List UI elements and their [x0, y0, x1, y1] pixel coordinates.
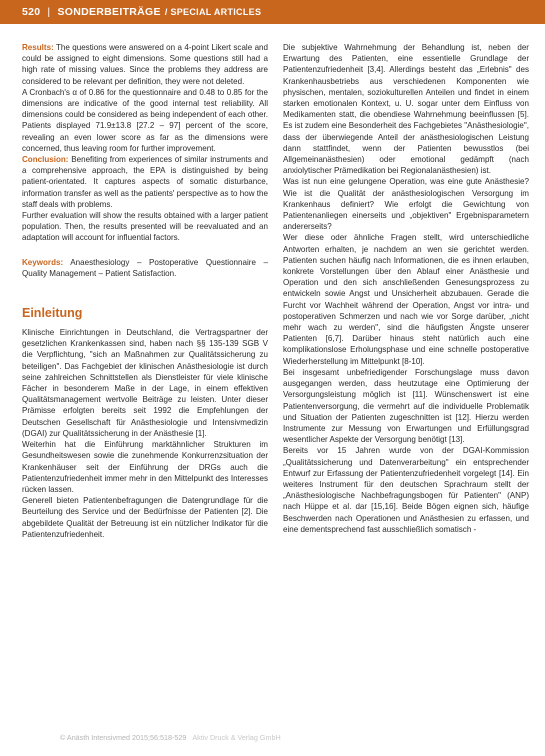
section-title: SONDERBEITRÄGE	[57, 6, 161, 18]
results-paragraph	[22, 42, 268, 87]
right-paragraph-5: Bereits vor 15 Jahren wurde von der DGAI-Kommission „Qualitätssicherung und Datenverarbeitung" ein entsprechender Entwurf zur Erfassung der Patientenzufriedenheit vorgelegt [14]. Ein weiteres Instrument für den deutschen Sprachraum stellt der „Anästhesiologische Nachbefragungsbogen für Patienten" (ANP) nach Hüppe et al. dar [15,16]. Beide Bögen eignen sich, häufige Beschwerden nach Operationen und Anästhesien zu erfassen, und eine dementsprechend fast ausschließlich somatisch -	[283, 446, 529, 534]
intro-paragraph-3: Generell bieten Patientenbefragungen die Datengrundlage für die Beurteilung des Service und der Bedürfnisse der Patienten [2]. Die abgebildete Qualität der Betreuung ist ein nützlicher Indikator für die Patientenzufriedenheit.	[22, 496, 268, 539]
keywords-text: Anaesthesiology – Postoperative Questionnaire – Quality Management – Patient Satisfaction.	[22, 257, 268, 278]
results-label: Results:	[22, 43, 54, 52]
conclusion-text: Benefiting from experiences of similar instruments and a comprehensive approach, the EPA is distinguished by being patient-orientated. It captures aspects of somatic disturbance, information transfer as well as the patients' perspective as to how the staff deals with problems.	[22, 155, 268, 209]
results-text: The questions were answered on a 4-point Likert scale and could be assigned to eight dimensions. Some questions still had a high rate of missing values. Since the problems they address are considered to be relevant per definition, they were not deleted.	[22, 43, 269, 86]
page-number: 520	[22, 6, 41, 18]
right-column	[283, 42, 529, 535]
right-paragraph-1: Die subjektive Wahrnehmung der Behandlung ist, neben der Erwartung des Patienten, eine essentielle Grundlage der Patientenzufriedenheit [3,4]. Allerdings besteht das „Erlebnis" des Krankenhausbetriebs aus verschiedenen Komponenten wie physischen, mentalen, soziokulturellen Anteilen und findet in einem starken emotionalen Kontext, u. U. sogar unter dem Einfluss von Medikamenten statt, die obendiese Wahrnehmung beeinflussen [5]. Es ist zudem eine Besonderheit des Fachgebietes "Anästhesiologie", dass der überwiegende Anteil der anästhesiologischen Leistung dann stattfindet, wenn der Patienten bewusstlos (bei Allgemeinanästhesien) oder emotional gedämpft (nach anxiolytischer Prämedikation bei Regionalanästhesien) ist.	[283, 43, 529, 176]
keywords-block	[22, 257, 268, 279]
left-column	[22, 42, 268, 540]
section-subtitle: / SPECIAL ARTICLES	[164, 7, 262, 17]
right-paragraph-3: Wer diese oder ähnliche Fragen stellt, wird unterschiedliche Antworten erhalten, je nachdem an wen sie gerichtet werden. Patienten suchen häufig nach Informationen, die es ihnen erlauben, konkrete Vorstellungen über den Ablauf einer Anästhesie und Operation und den sich anschließenden Genesungsprozess zu entwickeln sowie Angst und Unsicherheit abzubauen. Gerade die Furcht vor Wachheit während der Operation, Angst vor intra- und postoperativen Schmerzen und nach wie vor Sorge darüber, „nicht mehr wach zu werden", sind die häufigsten Ängste unserer Patienten [6,7]. Darüber hinaus steht natürlich auch eine komplikationslose Erholungsphase und eine schnelle postoperative Wiederherstellung im Mittelpunkt [8-10].	[283, 233, 529, 366]
intro-paragraph-1: Klinische Einrichtungen in Deutschland, die Vertragspartner der gesetzlichen Krankenkassen sind, haben nach §§ 135-139 SGB V die Verpflichtung, "sich an Maßnahmen zur Qualitätssicherung zu beteiligen". Das Fachgebiet der klinischen Anästhesiologie ist durch seine zahlreichen Schnittstellen als Dienstleister für viele klinische Fächer in besonderem Maße in der Lage, in einem effektiven Qualitätsmanagement wertvolle Beiträge zu leisten. Unter dieser Prämisse erfolgten bereits seit 1992 die Empfehlungen der Deutschen Gesellschaft für Anästhesiologie und Intensivmedizin (DGAI) zur Qualitätssicherung in der Anästhesie [1].	[22, 328, 268, 438]
page-footer	[60, 733, 480, 742]
right-paragraph-4: Bei insgesamt unbefriedigender Forschungslage muss davon ausgegangen werden, dass heutzutage eine Optimierung der Versorgungsleistung möglich ist [11]. Wünschenswert ist eine Patientenversorgung, die vermehrt auf die individuelle Problematik und Situation der Patienten zugeschnitten ist [12]. Hierzu werden Instrumente zur Messung von Erwartungen und Erfüllungsgrad wesentlicher Aspekte der Versorgung benötigt [13].	[283, 367, 529, 445]
header-separator: |	[47, 6, 51, 18]
intro-paragraph-2: Weiterhin hat die Einführung marktähnlicher Strukturen im Gesundheitswesen sowie die zunehmende Konkurrenzsituation der Krankenhäuser seit der Einführung der DRGs auch die Patientenzufriedenheit immer mehr in den Mittelpunkt des Interesses rücken lassen.	[22, 440, 268, 494]
section-heading-einleitung: Einleitung	[22, 306, 83, 321]
further-paragraph: Further evaluation will show the results obtained with a larger patient population. Then, the results presented will be reevaluated and an adaptation will account for influential factors.	[22, 211, 268, 243]
cronbach-paragraph: A Cronbach's α of 0.86 for the questionnaire and 0.48 to 0.85 for the dimensions are indicative of the good internal test reliability. All dimensions could be considered as being independent of each other. Patients displayed 71.9±13.8 [27.2 – 97] percent of the score, revealing an even lower score as far as the dimensions were concerned, thus leaving room for further improvement.	[22, 87, 268, 153]
conclusion-label: Conclusion:	[22, 155, 69, 165]
right-paragraph-2: Was ist nun eine gelungene Operation, was eine gute Anästhesie? Wie ist die Qualität der anästhesiologischen Versorgung im Krankenhaus definiert? Wie erfolgt die Gewichtung von Patientenanliegen einerseits und „objektiven" Ergebnisparametern andererseits?	[283, 177, 529, 232]
conclusion-paragraph	[22, 154, 268, 210]
footer-watermark: Aktiv Druck & Verlag GmbH	[192, 733, 281, 742]
page-header	[0, 0, 545, 24]
footer-citation: © Anästh Intensivmed 2015;56:518-529	[60, 733, 187, 742]
keywords-label: Keywords:	[22, 257, 64, 267]
